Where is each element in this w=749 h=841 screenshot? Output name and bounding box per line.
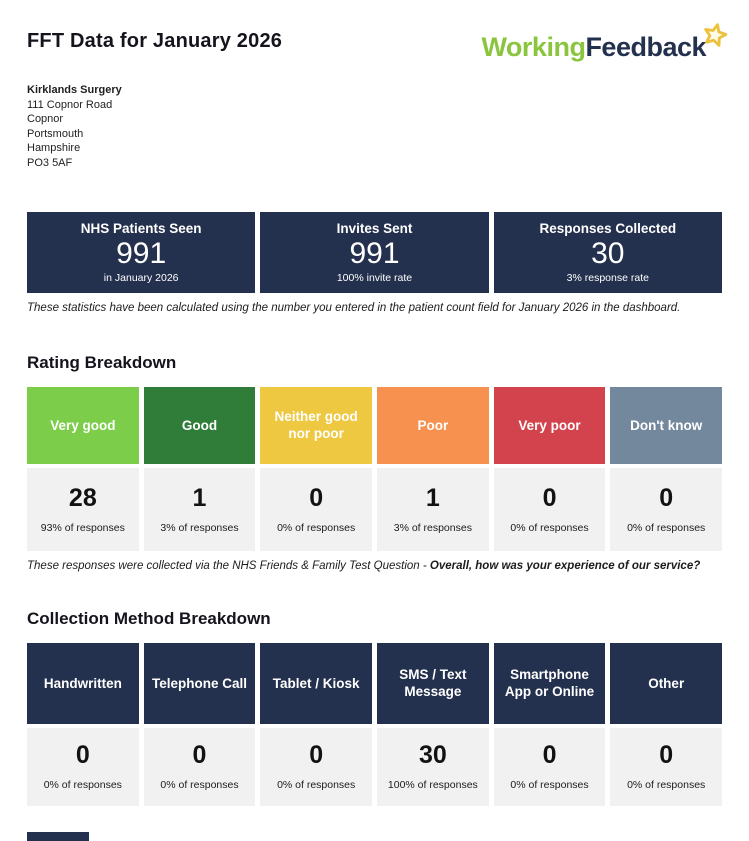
stat-label: Responses Collected [539,220,677,236]
method-count: 0 [542,741,557,770]
method-header-telephone [144,643,256,724]
method-value-cell [144,728,256,806]
rating-header-label: Very good [50,417,116,433]
method-value-cell [260,728,372,806]
rating-percent: 93% of responses [40,521,125,534]
method-percent: 0% of responses [43,779,122,792]
practice-address [27,83,722,171]
stat-label: NHS Patients Seen [80,220,202,236]
method-values-row [27,728,722,806]
method-value-cell [377,728,489,806]
rating-header-very-good [27,387,139,464]
rating-count: 1 [425,483,440,512]
method-header-label: Other [648,675,685,691]
method-header-tablet-kiosk [260,643,372,724]
method-header-row [27,643,722,724]
stat-label: Invites Sent [336,220,413,236]
practice-name: Kirklands Surgery [27,84,122,96]
address-line: Hampshire [27,142,81,155]
method-header-other [610,643,722,724]
rating-breakdown-heading: Rating Breakdown [27,352,177,372]
method-header-label: Handwritten [43,675,122,691]
stat-subtext: 100% invite rate [336,271,413,284]
rating-percent: 0% of responses [627,521,706,534]
stats-note: These statistics have been calculated using the number you entered in the patient count field for January 2026 in the dashboard. [27,301,681,314]
rating-header-label: Poor [417,417,449,433]
method-header-label: Tablet / Kiosk [272,675,360,691]
rating-value-cell [144,468,256,551]
method-percent: 0% of responses [160,779,239,792]
method-value-cell [27,728,139,806]
rating-header-neither [260,387,372,464]
method-count: 0 [192,741,207,770]
method-header-smartphone [494,643,606,724]
method-percent: 0% of responses [627,779,706,792]
rating-header-poor [377,387,489,464]
address-line: 111 Copnor Road [27,98,113,111]
stat-box-responses-collected [494,212,722,293]
method-breakdown-heading: Collection Method Breakdown [27,608,271,628]
footer-bar-fragment [27,832,89,841]
rating-count: 1 [192,483,207,512]
rating-value-cell [610,468,722,551]
address-line: Portsmouth [27,127,84,140]
stat-value: 991 [349,236,400,270]
rating-percent: 3% of responses [160,521,239,534]
rating-value-cell [260,468,372,551]
address-line: Copnor [27,113,64,126]
method-count: 0 [309,741,324,770]
rating-header-good [144,387,256,464]
rating-header-dont-know [610,387,722,464]
method-header-sms [377,643,489,724]
stat-value: 30 [591,236,625,270]
rating-count: 0 [659,483,674,512]
rating-value-cell [27,468,139,551]
rating-values-row [27,468,722,551]
rating-value-cell [494,468,606,551]
rating-header-label: Very poor [518,417,581,433]
workingfeedback-logo [481,24,722,63]
logo-text-feedback: Feedback [585,32,706,62]
stat-subtext: in January 2026 [103,271,179,284]
method-header-label: Smartphone App or Online [504,667,595,700]
rating-note-question: Overall, how was your experience of our service? [429,559,701,572]
stat-subtext: 3% response rate [566,271,649,284]
rating-percent: 3% of responses [393,521,472,534]
rating-count: 28 [68,483,97,512]
rating-header-very-poor [494,387,606,464]
method-header-handwritten [27,643,139,724]
stat-box-patients-seen [27,212,255,293]
stats-row [27,212,722,293]
method-value-cell [610,728,722,806]
method-count: 0 [659,741,674,770]
rating-header-label: Don't know [630,417,703,433]
page-title: FFT Data for January 2026 [27,30,283,52]
stat-value: 991 [116,236,167,270]
rating-note [27,560,722,572]
method-header-label: Telephone Call [152,675,248,691]
rating-value-cell [377,468,489,551]
rating-header-row [27,387,722,464]
method-value-cell [494,728,606,806]
method-percent: 100% of responses [387,779,478,792]
stat-box-invites-sent [260,212,488,293]
logo-text-working: Working [481,32,586,62]
star-icon [702,22,728,48]
rating-count: 0 [309,483,324,512]
rating-note-text: These responses were collected via the NHS Friends & Family Test Question - [27,559,430,572]
rating-header-label: Good [181,417,218,433]
method-percent: 0% of responses [277,779,356,792]
rating-count: 0 [542,483,557,512]
rating-percent: 0% of responses [277,521,356,534]
method-count: 30 [418,741,447,770]
address-postcode: PO3 5AF [27,156,73,169]
method-count: 0 [75,741,90,770]
rating-header-label: Neither good nor poor [274,409,358,442]
rating-percent: 0% of responses [510,521,589,534]
method-header-label: SMS / Text Message [399,667,467,700]
method-percent: 0% of responses [510,779,589,792]
report-header [27,24,722,63]
